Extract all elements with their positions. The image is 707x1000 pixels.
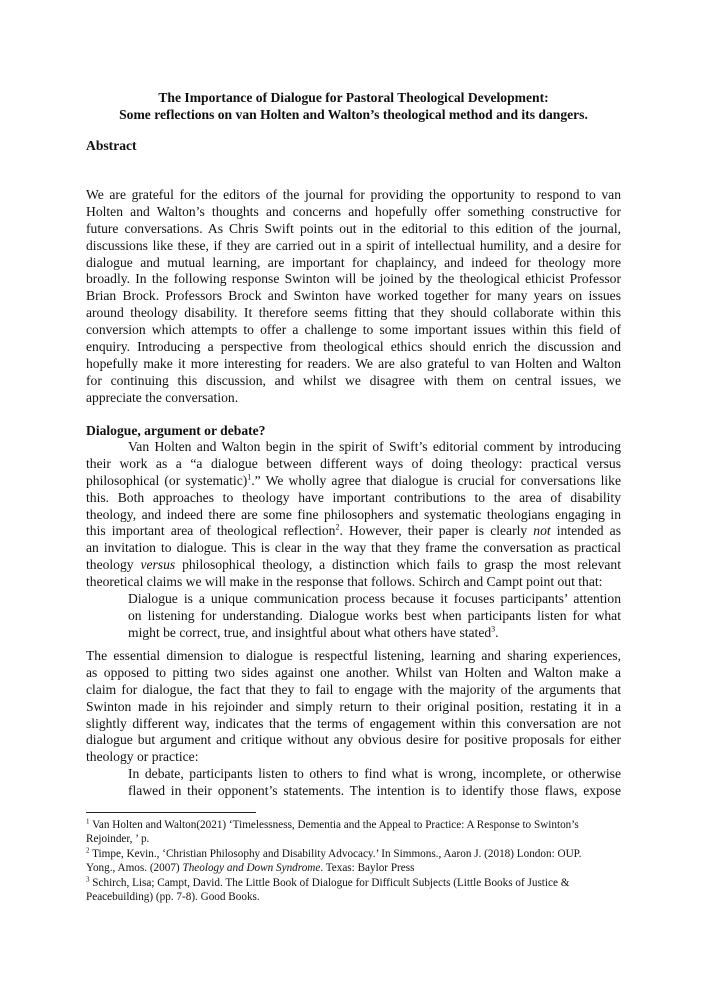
text-line: flawed in their opponent’s statements. The intention is to identify those flaws, expose: [128, 782, 621, 798]
abstract-heading: Abstract: [86, 138, 137, 153]
text-line: [86, 523, 621, 540]
text-line: In debate, participants listen to others to find what is wrong, incomplete, or otherwise: [128, 766, 621, 781]
text-run: might be correct, true, and insightful about what others have stated: [128, 624, 492, 640]
footnote-line: Peacebuilding) (pp. 7-8). Good Books.: [86, 891, 260, 904]
section-paragraph-1: [86, 439, 621, 591]
text-line: their work as a “a dialogue between different ways of doing theology: practical versus: [86, 455, 621, 471]
footnote-text: Timpe, Kevin., ‘Christian Philosophy and Disability Advocacy.’ In Simmons., Aaron J. (2018) London: OUP.: [89, 848, 582, 860]
text-line: theology, and indeed there are some fine philosophers and systematic theologians engaging in: [86, 506, 621, 522]
section-heading: Dialogue, argument or debate?: [86, 423, 266, 438]
text-line: broadly. In the following response Swinton will be joined by the theological ethicist Professor: [86, 271, 621, 287]
text-line: conversion which attempts to offer a challenge to some important issues within this field of: [86, 322, 621, 338]
title-line-1: The Importance of Dialogue for Pastoral Theological Development:: [158, 90, 549, 105]
title-line-2: Some reflections on van Holten and Walton’s theological method and its dangers.: [119, 107, 588, 122]
text-line: an invitation to dialogue. This is clear in the way that they frame the conversation as practical: [86, 540, 621, 556]
abstract-paragraph: [86, 187, 621, 407]
text-line: Brian Brock. Professors Brock and Swinton have worked together for many years on issues: [86, 288, 621, 304]
footnote-number: 2: [86, 846, 90, 855]
footnote-2: [86, 847, 626, 875]
text-line: future conversations. As Chris Swift points out in the editorial to this edition of the journal,: [86, 220, 621, 236]
footnote-line: [86, 861, 626, 875]
footnote-ref-3[interactable]: 3: [491, 624, 496, 634]
text-line: on listening for understanding. Dialogue works best when participants listen for what: [128, 607, 621, 623]
footnote-ref-2[interactable]: 2: [335, 522, 340, 532]
text-line: theology or practice:: [86, 749, 199, 765]
text-run: this important area of theological reflection: [86, 523, 336, 539]
text-run: .” We wholly agree that dialogue is crucial for conversations like: [251, 472, 621, 488]
block-quote-2: [128, 766, 621, 800]
text-line: hopefully make it more interesting for readers. We are also grateful to van Holten and Walton: [86, 355, 621, 371]
footnote-1: [86, 818, 626, 846]
text-line: [86, 473, 621, 490]
text-line: claim for dialogue, the fact that they to fail to engage with the majority of the arguments that: [86, 681, 621, 697]
text-line: [128, 625, 621, 642]
footnote-line: [86, 818, 626, 832]
footnote-text: Van Holten and Walton(2021) ‘Timelessness, Dementia and the Appeal to Practice: A Response to Swinton’s: [89, 819, 579, 831]
text-line: [86, 557, 621, 574]
footnote-line: Rejoinder, ’ p.: [86, 833, 150, 846]
text-run: .: [495, 624, 499, 640]
text-line: We are grateful for the editors of the journal for providing the opportunity to respond to van: [86, 187, 621, 202]
text-line: Van Holten and Walton begin in the spirit of Swift’s editorial comment by introducing: [128, 439, 621, 454]
text-line: Swinton made in his rejoinder and simply return to their original position, restating it in a: [86, 698, 621, 714]
footnote-number: 3: [86, 875, 90, 884]
footnote-text: Yong., Amos. (2007): [86, 862, 183, 875]
text-run: intended as: [550, 523, 621, 539]
text-line: Holten and Walton’s thoughts and concerns and hopefully offer something constructive for: [86, 203, 621, 219]
block-quote-1: [128, 591, 621, 642]
footnote-text: . Texas: Baylor Press: [320, 862, 415, 875]
text-line: discussions like these, if they are carried out in a spirit of intellectual humility, and a desire for: [86, 237, 621, 253]
footnote-line: [86, 847, 626, 861]
footnote-separator: [86, 812, 256, 813]
text-run: philosophical (or systematic): [86, 472, 248, 488]
text-line: this. Both approaches to theology have important contributions to the area of disability: [86, 489, 621, 505]
text-line: theoretical claims we will make in the response that follows. Schirch and Campt point out that:: [86, 574, 603, 590]
book-title: Theology and Down Syndrome: [182, 862, 321, 875]
text-line: for continuing this discussion, and whilst we disagree with them on central issues, we: [86, 372, 621, 388]
text-run: theology: [86, 557, 141, 573]
text-run: philosophical theology, a distinction which fails to grasp the most relevant: [175, 557, 621, 573]
footnote-text: Schirch, Lisa; Campt, David. The Little Book of Dialogue for Difficult Subjects (Little Books of Justice &: [89, 877, 570, 889]
footnote-line: [86, 876, 626, 890]
text-line: The essential dimension to dialogue is respectful listening, learning and sharing experiences,: [86, 648, 621, 663]
footnote-ref-1[interactable]: 1: [247, 472, 252, 482]
text-line: appreciate the conversation.: [86, 389, 239, 405]
text-line: around theology disability. It therefore seems fitting that they should collaborate within this: [86, 305, 621, 321]
text-line: slightly different way, indicates that the terms of engagement within this conversation are not: [86, 715, 621, 731]
emphasis: not: [533, 523, 551, 539]
text-run: . However, their paper is clearly: [339, 523, 534, 539]
text-line: Dialogue is a unique communication process because it focuses participants’ attention: [128, 591, 621, 606]
text-line: as opposed to pitting two sides against one another. Whilst van Holten and Walton make a: [86, 664, 621, 680]
text-line: enquiry. Introducing a perspective from theological ethics should enrich the discussion and: [86, 339, 621, 355]
paragraph-2: [86, 648, 621, 766]
emphasis: versus: [140, 557, 176, 573]
document-title: [86, 89, 621, 123]
text-line: dialogue but argument and critique without any obvious desire for positive proposals for either: [86, 732, 621, 748]
footnote-3: [86, 876, 626, 904]
footnote-number: 1: [86, 817, 90, 826]
text-line: dialogue and mutual learning, are important for chaplaincy, and indeed for theology more: [86, 254, 621, 270]
